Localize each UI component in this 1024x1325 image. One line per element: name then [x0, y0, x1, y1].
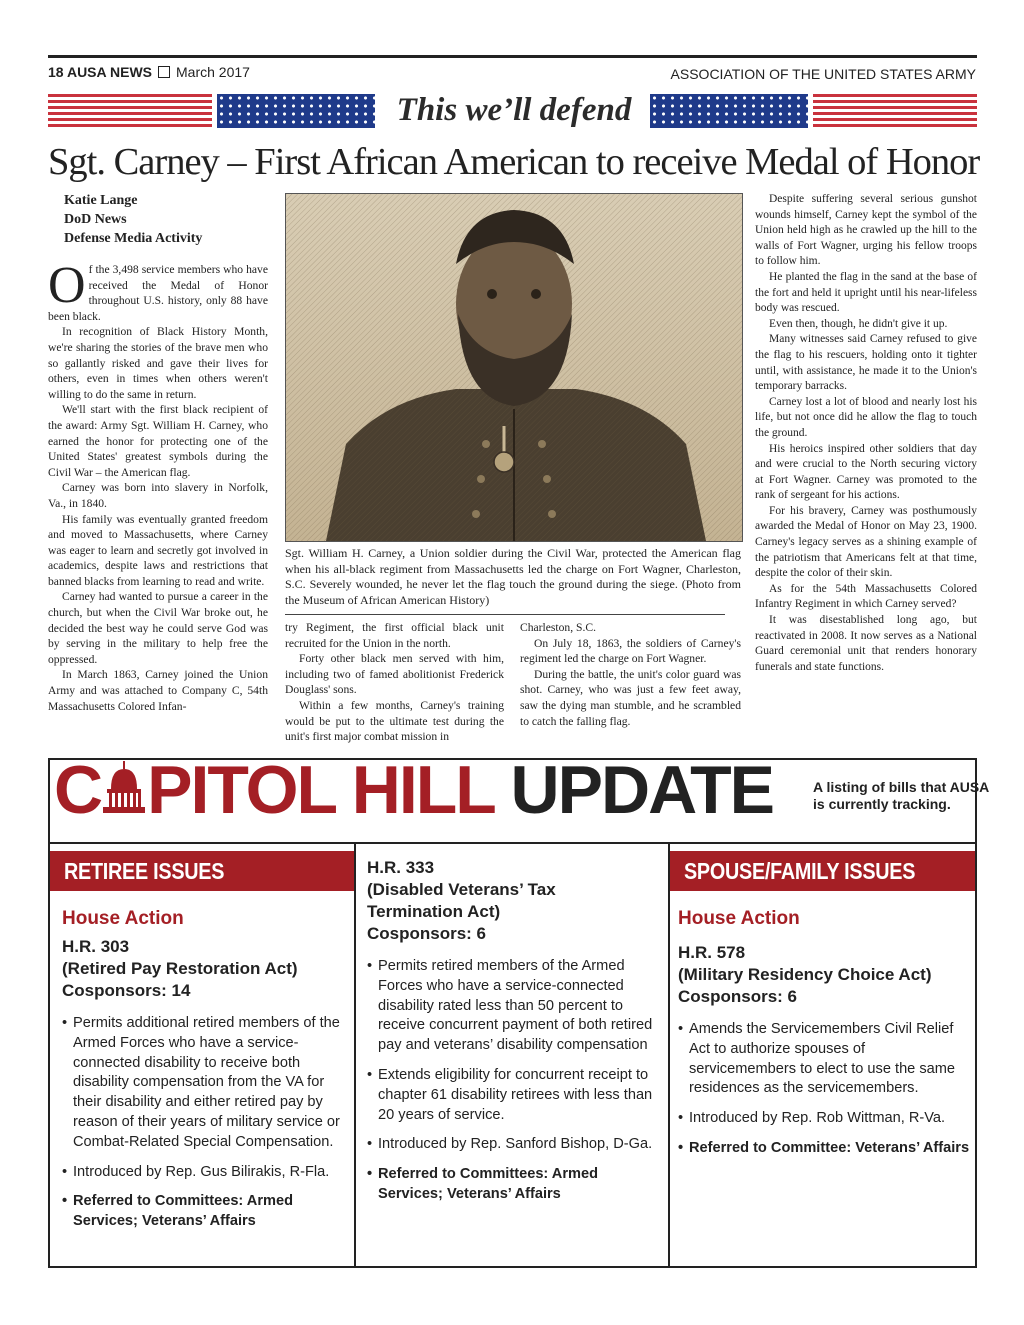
top-rule: [48, 55, 977, 58]
article-paragraph: We'll start with the first black recipient of the award: Army Sgt. William H. Carney, who earned the honor for protecting one of the United States' greatest symbols during the Civil War – the American flag.: [48, 403, 268, 479]
drop-cap: O: [48, 257, 86, 314]
article-paragraph: Charleston, S.C.: [520, 621, 597, 634]
list-item: • Permits additional retired members of the Armed Forces who have a service-connected disability to receive both disability compensation from the VA for their disability and either retired pay by reason of their years of military service or Combat-Related Special Compensation.: [62, 1014, 347, 1153]
photo-caption: Sgt. William H. Carney, a Union soldier during the Civil War, protected the American flag when his all-black regiment from Massachusetts led the charge on Fort Wagner, Charleston, S.C. Severely wounded, he never let the flag touch the ground during the siege. (Photo from the Museum of African American History): [285, 546, 741, 607]
square-icon: [158, 66, 170, 78]
article-paragraph: Carney had wanted to pursue a career in the church, but when the Civil War broke out, he decided the best way he could serve God was by serving in the military to help free the oppressed.: [48, 590, 268, 666]
banner-title: This we’ll defend: [396, 92, 632, 128]
flag-stars-left: [217, 94, 375, 128]
article-paragraph: Even then, though, he didn't give it up.: [769, 317, 948, 330]
bill-details: [62, 1014, 347, 1232]
organization-name: ASSOCIATION OF THE UNITED STATES ARMY: [670, 66, 976, 82]
issue-date: March 2017: [176, 64, 250, 80]
list-item: • Referred to Committees: Armed Services; Veterans’ Affairs: [367, 1165, 657, 1205]
list-item: • Introduced by Rep. Gus Bilirakis, R-Fla.: [62, 1163, 347, 1183]
caption-rule: [285, 614, 725, 615]
article-paragraph: Many witnesses said Carney refused to give the flag to his rescuers, holding onto it tighter until, with assistance, he made it to the Union's temporary barracks.: [755, 333, 977, 393]
bill-title: H.R. 303 (Retired Pay Restoration Act) Cosponsors: 14: [62, 937, 298, 1000]
article-column-4: [755, 192, 977, 675]
carney-portrait: [285, 193, 743, 542]
publication-name: AUSA NEWS: [66, 64, 152, 80]
article-column-1: [48, 257, 268, 714]
article-paragraph: His family was eventually granted freedom and moved to Massachusetts, where Carney was eager to learn and secretly got involved in academics, despite laws and restrictions that banned blacks from learning to read and write.: [48, 512, 268, 588]
capitol-hill-title: C PITOL HILL UPDATE: [54, 752, 774, 828]
article-paragraph: His heroics inspired other soldiers that day and were crucial to the North securing victory at Fort Wagner. Carney was promoted to the rank of sergeant for his actions.: [755, 442, 977, 502]
column-divider: [668, 843, 670, 1268]
author-agency: Defense Media Activity: [64, 231, 203, 246]
flag-stripes-left: [48, 94, 212, 128]
article-paragraph: Forty other black men served with him, including two of famed abolitionist Frederick Douglass' sons.: [285, 652, 504, 697]
capitol-dome-icon: [101, 759, 147, 815]
article-column-3: [520, 620, 741, 729]
list-item: • Extends eligibility for concurrent receipt to chapter 61 disability retirees with less than 20 years of service.: [367, 1066, 657, 1125]
article-paragraph: Despite suffering several serious gunshot wounds himself, Carney kept the symbol of the Union held high as he crawled up the hill to the walls of Fort Wagner, urging his fellow troops to follow him.: [755, 193, 977, 268]
article-headline: Sgt. Carney – First African American to receive Medal of Honor: [48, 141, 980, 183]
author-org: DoD News: [64, 212, 127, 227]
list-item: • Introduced by Rep. Sanford Bishop, D-Ga.: [367, 1135, 657, 1155]
article-paragraph: He planted the flag in the sand at the base of the fort and held it upright until his near-lifeless body was rescued.: [755, 270, 977, 315]
bill-title: H.R. 333 (Disabled Veterans’ Tax Termination Act) Cosponsors: 6: [367, 858, 556, 943]
middle-bill-section: [367, 857, 657, 1215]
article-paragraph: Of the 3,498 service members who have received the Medal of Honor throughout U.S. history, only 88 have been black.: [48, 257, 268, 323]
byline: [64, 191, 202, 248]
bill-details: [367, 957, 657, 1205]
article-paragraph: During the battle, the unit's color guard was shot. Carney, who was just a few feet away, saw the dying man stumble, and he scrambled to catch the falling flag.: [520, 667, 741, 728]
flag-stars-right: [650, 94, 808, 128]
bill-details: [678, 1020, 970, 1159]
article-paragraph: On July 18, 1863, the soldiers of Carney's regiment led the charge on Fort Wagner.: [520, 636, 741, 666]
column-divider: [354, 843, 356, 1268]
article-paragraph: Carney was born into slavery in Norfolk, Va., in 1840.: [48, 481, 268, 510]
article-paragraph: Within a few months, Carney's training would be put to the ultimate test during the unit's first major combat mission in: [285, 698, 504, 744]
article-column-2: [285, 620, 504, 745]
flag-stripes-right: [813, 94, 977, 128]
list-item: • Introduced by Rep. Rob Wittman, R-Va.: [678, 1109, 970, 1129]
article-paragraph: For his bravery, Carney was posthumously awarded the Medal of Honor on May 23, 1900. Carney's legacy serves as a shining example of the patriotism that Americans felt at that time, despite the color of their skin.: [755, 504, 977, 580]
list-item: • Referred to Committees: Armed Services; Veterans’ Affairs: [62, 1192, 347, 1232]
article-paragraph: In March 1863, Carney joined the Union Army and was attached to Company C, 54th Massachusetts Colored Infan-: [48, 668, 268, 713]
author-name: Katie Lange: [64, 193, 138, 208]
house-action-label: House Action: [62, 908, 184, 929]
capitol-hill-rule: [48, 842, 977, 844]
capitol-hill-subtitle: A listing of bills that AUSA is currently tracking.: [813, 779, 990, 812]
house-action-label: House Action: [678, 908, 800, 929]
article-paragraph: In recognition of Black History Month, we're sharing the stories of the brave men who so gallantly risked and gave their lives for others, even in times when others weren't willing to do the same in return.: [48, 325, 268, 401]
article-paragraph: try Regiment, the first official black unit recruited for the Union in the north.: [285, 621, 504, 650]
list-item: • Amends the Servicemembers Civil Relief Act to authorize spouses of servicemembers to elect to use the same residences as the servicemembers.: [678, 1020, 970, 1099]
portrait-engraving: [286, 194, 742, 541]
list-item: • Permits retired members of the Armed Forces who have a service-connected disability rated less than 50 percent to receive concurrent payment of both retired pay and veterans’ disability compensation: [367, 957, 657, 1056]
retiree-issues-heading: RETIREE ISSUES: [50, 851, 354, 891]
retiree-issues-section: [62, 908, 347, 1242]
article-paragraph: It was disestablished long ago, but reactivated in 2008. It now serves as a National Guard ceremonial unit that renders honorary funerals and state functions.: [755, 614, 977, 673]
page-number: 18: [48, 64, 64, 80]
bill-title: H.R. 578 (Military Residency Choice Act) Cosponsors: 6: [678, 943, 932, 1006]
article-paragraph: As for the 54th Massachusetts Colored Infantry Regiment in which Carney served?: [755, 582, 977, 611]
spouse-family-section: [678, 908, 970, 1169]
spouse-family-issues-heading: SPOUSE/FAMILY ISSUES: [670, 851, 975, 891]
page-header-left: [48, 64, 250, 80]
list-item: • Referred to Committee: Veterans’ Affairs: [678, 1139, 970, 1159]
article-paragraph: Carney lost a lot of blood and nearly lost his life, but not once did he allow the flag to touch the ground.: [755, 395, 977, 439]
